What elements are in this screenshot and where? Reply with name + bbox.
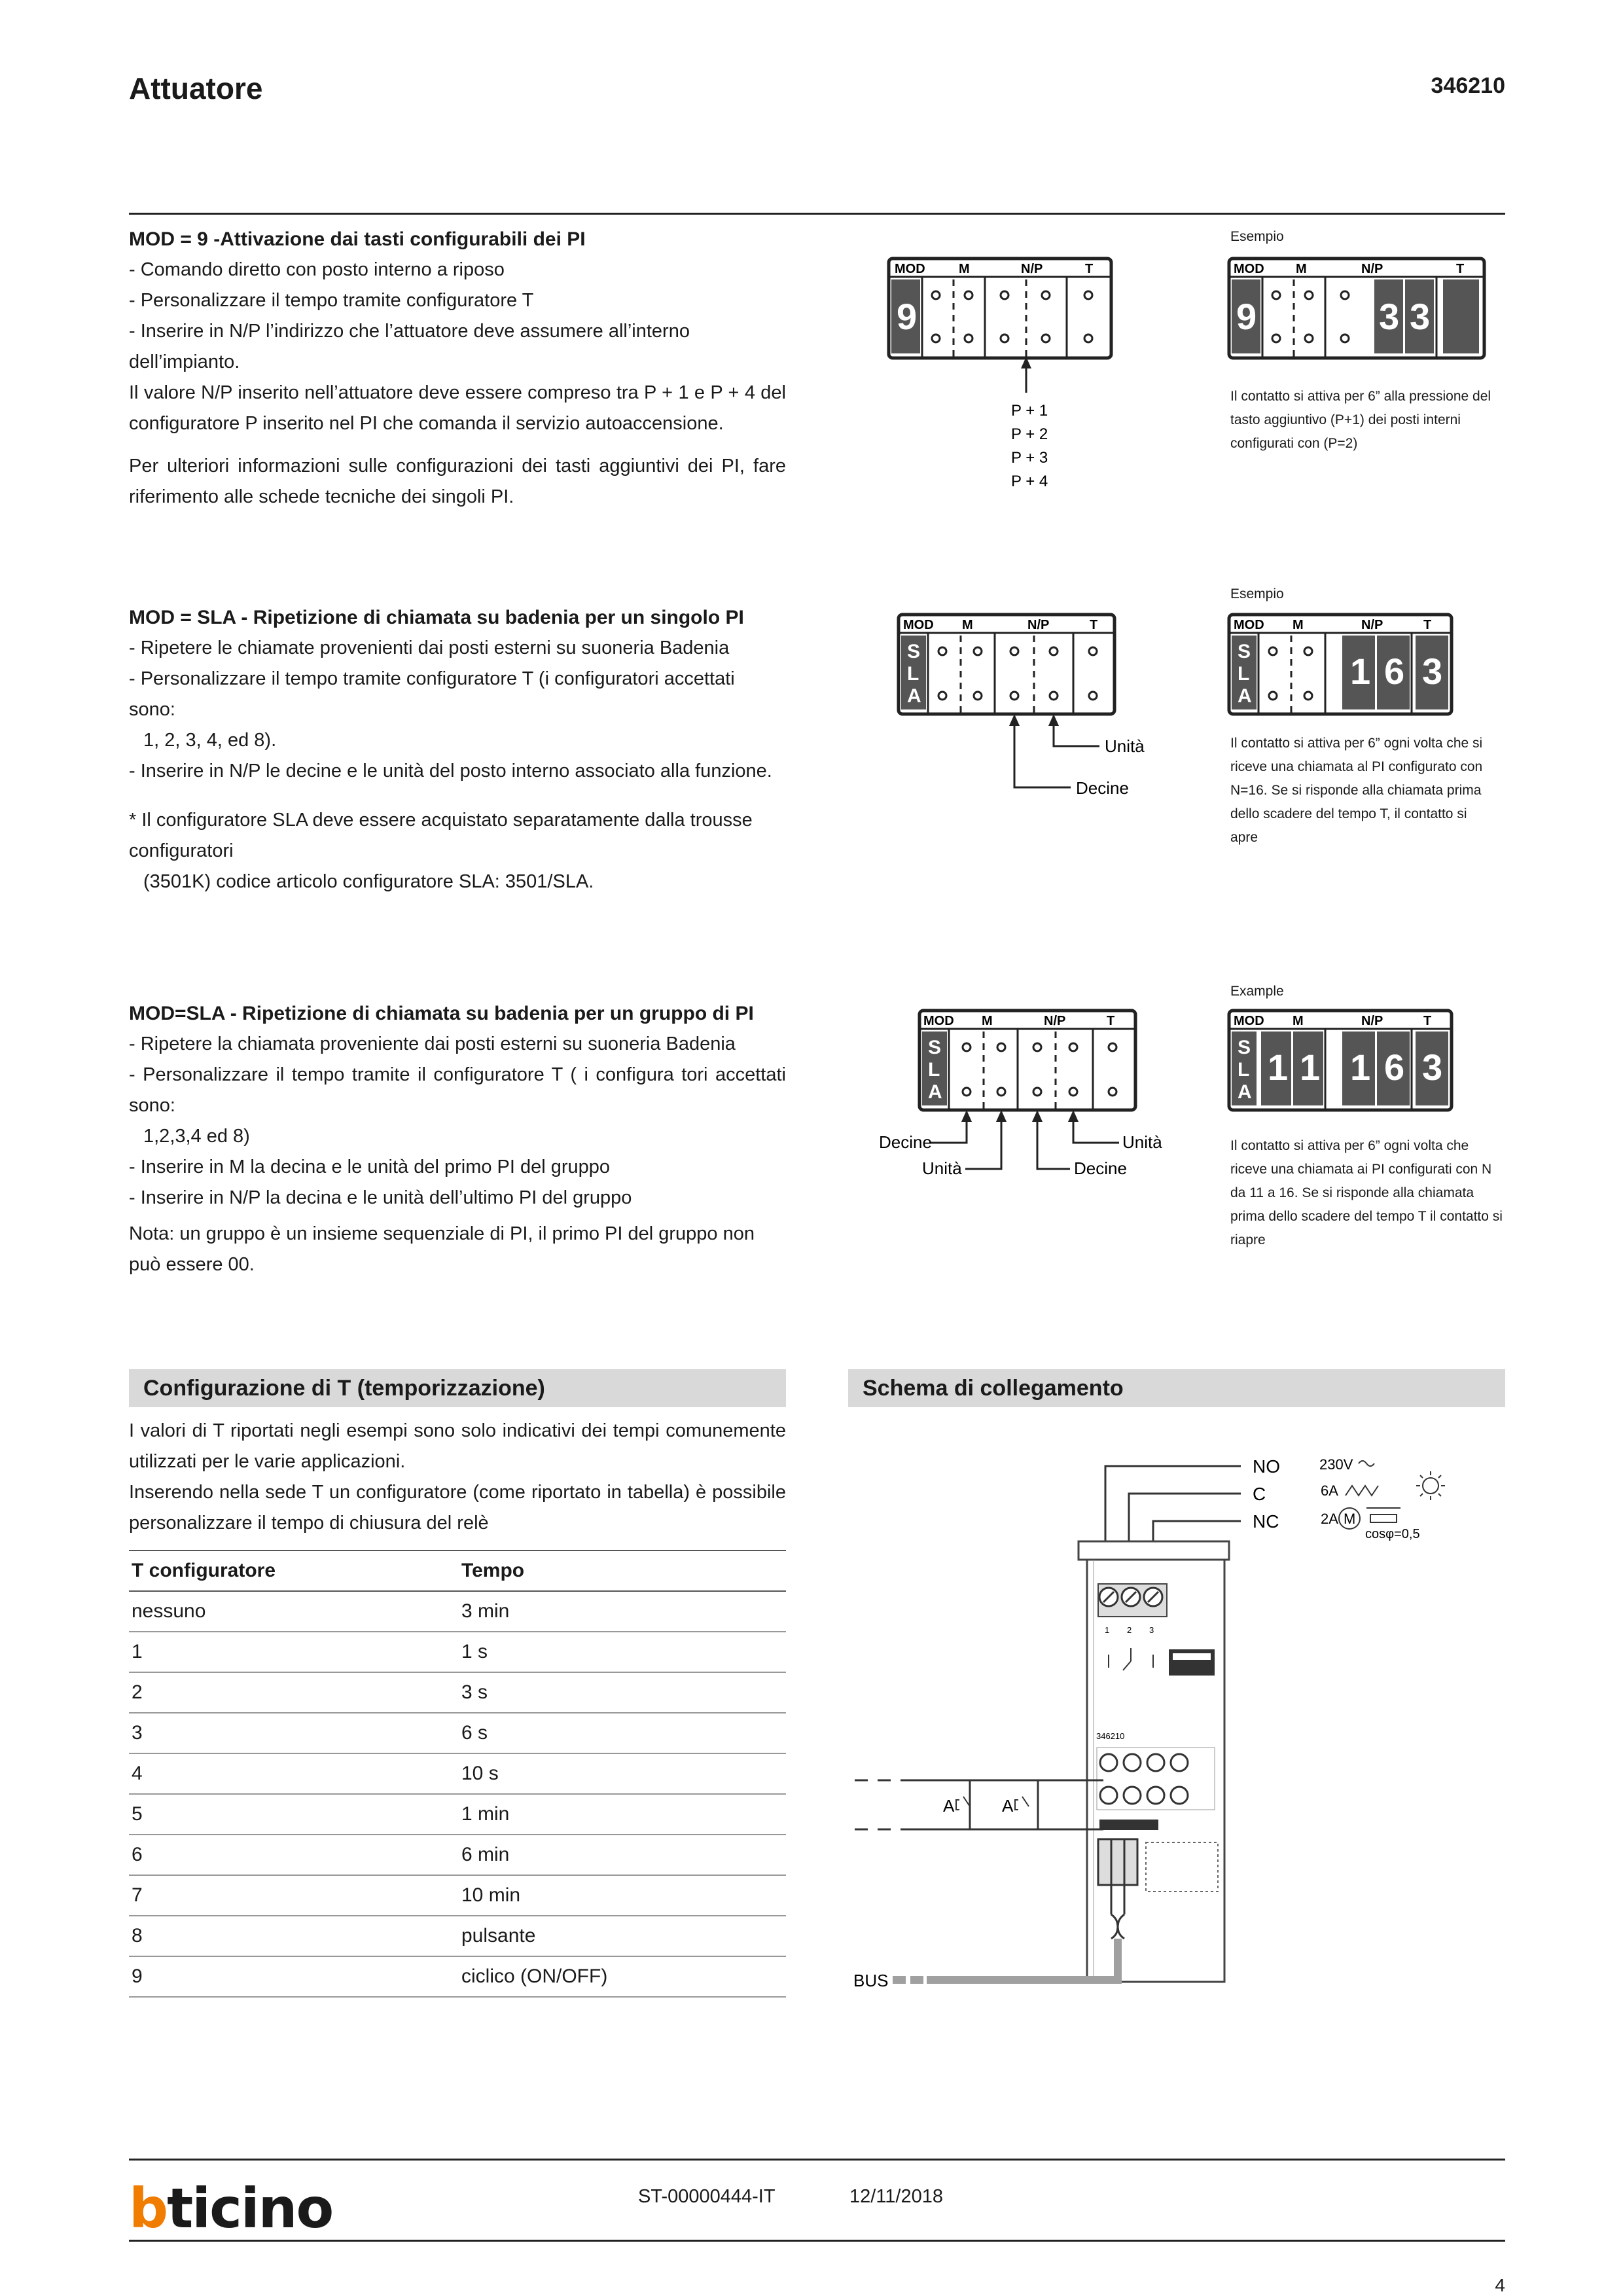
s-letter: S <box>1238 641 1251 662</box>
section-header-config <box>129 1369 786 1407</box>
paragraph: Inserendo nella sede T un configuratore (come riportato in tabella) è possibile personalizzare il tempo di chiusura del relè <box>129 1482 786 1534</box>
terminal-3: 3 <box>1149 1625 1154 1635</box>
a-letter: A <box>907 685 921 707</box>
motor-letter: M <box>1344 1511 1356 1527</box>
table-row <box>129 1753 786 1794</box>
s-letter: S <box>928 1037 942 1058</box>
list-item: - Inserire in N/P le decine e le unità del posto interno associato alla funzione. <box>129 761 772 781</box>
mod-header: MOD <box>1234 262 1264 276</box>
table-row <box>129 1794 786 1835</box>
list-item: 1,2,3,4 ed 8) <box>143 1126 250 1147</box>
a-letter: A <box>1238 685 1252 707</box>
pushbutton-a-label: A <box>1002 1796 1014 1816</box>
m-header: M <box>982 1014 993 1028</box>
np-header: N/P <box>1021 262 1043 276</box>
section-header-label: Configurazione di T (temporizzazione) <box>143 1376 545 1401</box>
config-diagram-sla-group <box>874 1008 1175 1178</box>
section-title: MOD = SLA - Ripetizione di chiamata su badenia per un singolo PI <box>129 607 744 628</box>
t-header: T <box>1423 1014 1432 1028</box>
footer-divider-top <box>129 2159 1505 2161</box>
document-date: 12/11/2018 <box>849 2186 943 2207</box>
paragraph: Per ulteriori informazioni sulle configurazioni dei tasti aggiuntivi dei PI, fare riferimento alle schede tecniche dei singoli PI. <box>129 456 786 507</box>
table-cell: 10 min <box>459 1875 786 1916</box>
capacitor-icon <box>1366 1508 1400 1522</box>
l-letter: L <box>1238 1059 1250 1081</box>
table-row <box>129 1875 786 1916</box>
np-value-2: 6 <box>1384 1047 1405 1088</box>
table-cell: 3 <box>129 1713 459 1753</box>
mod-header: MOD <box>1234 1014 1264 1028</box>
list-item: - Ripetere la chiamata proveniente dai posti esterni su suoneria Badenia <box>129 1033 736 1054</box>
m-header: M <box>1293 618 1304 632</box>
section-header-schema <box>848 1369 1505 1407</box>
page-title: Attuatore <box>129 71 263 105</box>
t-value: 3 <box>1422 651 1443 692</box>
table-cell: 1 min <box>459 1794 786 1835</box>
p2-label: P + 2 <box>1011 425 1048 443</box>
mod-header: MOD <box>895 262 925 276</box>
s-letter: S <box>1238 1037 1251 1058</box>
mod-value: 9 <box>1236 296 1257 337</box>
unita-label: Unità <box>1105 736 1145 756</box>
table-row <box>129 1916 786 1956</box>
t-value: 3 <box>1422 1047 1443 1088</box>
section-sla-single <box>129 602 786 897</box>
divider <box>129 213 1505 215</box>
np-header: N/P <box>1044 1014 1066 1028</box>
t-config-table <box>129 1550 786 1998</box>
table-cell: pulsante <box>459 1916 786 1956</box>
config-diagram-mod9 <box>887 252 1116 501</box>
document-code: ST-00000444-IT <box>638 2186 776 2207</box>
np-value-2: 3 <box>1410 296 1431 337</box>
note: (3501K) codice articolo configuratore SLA: 3501/SLA. <box>143 871 594 892</box>
np-header: N/P <box>1027 618 1050 632</box>
note: * Il configuratore SLA deve essere acquistato separatamente dalla trousse configuratori <box>129 810 753 861</box>
section-sla-group <box>129 998 786 1280</box>
note: Nota: un gruppo è un insieme sequenziale di PI, il primo PI del gruppo non può essere 00. <box>129 1223 755 1275</box>
decine-label: Decine <box>1076 778 1129 798</box>
example-label: Esempio <box>1230 586 1284 601</box>
p3-label: P + 3 <box>1011 449 1048 467</box>
paragraph: Il valore N/P inserito nell’attuatore deve essere compreso tra P + 1 e P + 4 del configuratore P inserito nel PI che comanda il servizio autoaccensione. <box>129 382 786 434</box>
p1-label: P + 1 <box>1011 402 1048 420</box>
a-letter: A <box>928 1081 942 1103</box>
section-title: MOD = 9 -Attivazione dai tasti configurabili dei PI <box>129 228 586 250</box>
m-value-1: 1 <box>1268 1047 1289 1088</box>
example-label: Esempio <box>1230 229 1284 244</box>
actuator-device <box>1079 1541 1229 1982</box>
table-row <box>129 1956 786 1997</box>
list-item: - Comando diretto con posto interno a riposo <box>129 259 505 280</box>
p4-label: P + 4 <box>1011 473 1048 490</box>
bticino-logo: bticino <box>129 2176 333 2240</box>
example-note: Il contatto si attiva per 6” alla pressione del tasto aggiuntivo (P+1) dei posti interni configurati con (P=2) <box>1230 389 1491 451</box>
column-header: Tempo <box>459 1551 786 1591</box>
mod-value: 9 <box>897 296 918 337</box>
ac-icon <box>1359 1461 1374 1466</box>
np-value-1: 1 <box>1350 651 1371 692</box>
terminal-1: 1 <box>1105 1625 1110 1635</box>
decine-label-m: Decine <box>879 1132 932 1152</box>
np-value-1: 1 <box>1350 1047 1371 1088</box>
table-cell: 5 <box>129 1794 459 1835</box>
example-label: Example <box>1230 984 1284 999</box>
example-diagram-mod9 <box>1227 252 1489 367</box>
m-header: M <box>962 618 973 632</box>
table-header-row <box>129 1551 786 1591</box>
l-letter: L <box>1238 663 1250 685</box>
s-letter: S <box>907 641 921 662</box>
example-note: Il contatto si attiva per 6” ogni volta che si riceve una chiamata al PI configurato con N=16. Se si risponde alla chiamata prima dello scadere del tempo T, il contatto si apre <box>1230 736 1483 845</box>
list-item: - Inserire in M la decina e le unità del primo PI del gruppo <box>129 1157 611 1177</box>
table-cell: 1 s <box>459 1632 786 1672</box>
table-cell: 4 <box>129 1753 459 1794</box>
config-description <box>129 1416 786 1539</box>
list-item: 1, 2, 3, 4, ed 8). <box>143 730 277 751</box>
decine-label-np: Decine <box>1074 1158 1127 1178</box>
np-value-2: 6 <box>1384 651 1405 692</box>
table-cell: ciclico (ON/OFF) <box>459 1956 786 1997</box>
t-header: T <box>1085 262 1094 276</box>
resistor-icon <box>1346 1486 1378 1496</box>
paragraph: I valori di T riportati negli esempi sono solo indicativi dei tempi comunemente utilizzati per le varie applicazioni. <box>129 1420 786 1472</box>
table-cell: 2 <box>129 1672 459 1713</box>
current-2a-label: 2A <box>1321 1511 1338 1527</box>
l-letter: L <box>907 663 919 685</box>
table-cell: nessuno <box>129 1591 459 1632</box>
np-header: N/P <box>1361 262 1383 276</box>
table-cell: 6 <box>129 1835 459 1875</box>
unita-label-np: Unità <box>1122 1132 1162 1152</box>
list-item: - Ripetere le chiamate provenienti dai posti esterni su suoneria Badenia <box>129 637 730 658</box>
table-cell: 3 min <box>459 1591 786 1632</box>
table-cell: 10 s <box>459 1753 786 1794</box>
m-header: M <box>1293 1014 1304 1028</box>
table-cell: 1 <box>129 1632 459 1672</box>
pushbutton-a-label: A <box>943 1796 955 1816</box>
bus-label: BUS <box>853 1971 889 1990</box>
table-row <box>129 1632 786 1672</box>
pushbutton-icon <box>956 1797 1029 1810</box>
table-cell: 6 s <box>459 1713 786 1753</box>
m-header: M <box>959 262 970 276</box>
nc-label: NC <box>1253 1511 1279 1532</box>
section-mod9 <box>129 224 786 512</box>
column-header: T configuratore <box>129 1551 459 1591</box>
wiring-diagram <box>848 1433 1505 2009</box>
table-cell: 9 <box>129 1956 459 1997</box>
list-item: - Personalizzare il tempo tramite configuratore T (i configuratori accettati sono: <box>129 668 735 720</box>
table-row <box>129 1591 786 1632</box>
list-item: - Personalizzare il tempo tramite il configuratore T ( i configura tori accettati sono: <box>129 1064 786 1116</box>
a-letter: A <box>1238 1081 1252 1103</box>
unita-label-m: Unità <box>922 1158 962 1178</box>
table-row <box>129 1835 786 1875</box>
cosphi-label: cosφ=0,5 <box>1365 1527 1420 1541</box>
lamp-icon <box>1416 1471 1445 1500</box>
np-header: N/P <box>1361 1014 1383 1028</box>
t-header: T <box>1423 618 1432 632</box>
example-diagram-sla-single <box>1227 612 1489 723</box>
footer-divider-bottom <box>129 2240 1505 2242</box>
config-diagram-sla-single <box>897 612 1171 808</box>
terminal-2: 2 <box>1127 1625 1132 1635</box>
section-header-label: Schema di collegamento <box>863 1376 1124 1401</box>
no-label: NO <box>1253 1456 1280 1477</box>
example-diagram-sla-group <box>1227 1008 1489 1119</box>
m-value-2: 1 <box>1300 1047 1321 1088</box>
list-item: - Inserire in N/P l’indirizzo che l’attuatore deve assumere all’interno dell’impianto. <box>129 321 690 372</box>
product-code: 346210 <box>1431 73 1505 98</box>
table-cell: 7 <box>129 1875 459 1916</box>
mod-header: MOD <box>923 1014 954 1028</box>
page-number: 4 <box>1495 2275 1505 2295</box>
table-row <box>129 1713 786 1753</box>
list-item: - Personalizzare il tempo tramite configuratore T <box>129 290 534 311</box>
table-cell: 3 s <box>459 1672 786 1713</box>
example-note: Il contatto si attiva per 6” ogni volta che riceve una chiamata ai PI configurati con N da 11 a 16. Se si risponde alla chiamata prima dello scadere del tempo T il contatto si riapre <box>1230 1138 1503 1247</box>
list-item: - Inserire in N/P la decina e le unità dell’ultimo PI del gruppo <box>129 1187 632 1208</box>
model-label: 346210 <box>1096 1731 1125 1741</box>
current-6a-label: 6A <box>1321 1482 1338 1499</box>
mod-header: MOD <box>1234 618 1264 632</box>
l-letter: L <box>928 1059 940 1081</box>
t-header: T <box>1090 618 1098 632</box>
c-label: C <box>1253 1484 1266 1504</box>
t-header: T <box>1107 1014 1115 1028</box>
table-cell: 6 min <box>459 1835 786 1875</box>
np-header: N/P <box>1361 618 1383 632</box>
np-value-1: 3 <box>1379 296 1400 337</box>
t-header: T <box>1456 262 1465 276</box>
mod-header: MOD <box>903 618 934 632</box>
table-row <box>129 1672 786 1713</box>
m-header: M <box>1296 262 1307 276</box>
table-cell: 8 <box>129 1916 459 1956</box>
section-title: MOD=SLA - Ripetizione di chiamata su badenia per un gruppo di PI <box>129 1003 754 1024</box>
voltage-label: 230V <box>1319 1456 1353 1473</box>
